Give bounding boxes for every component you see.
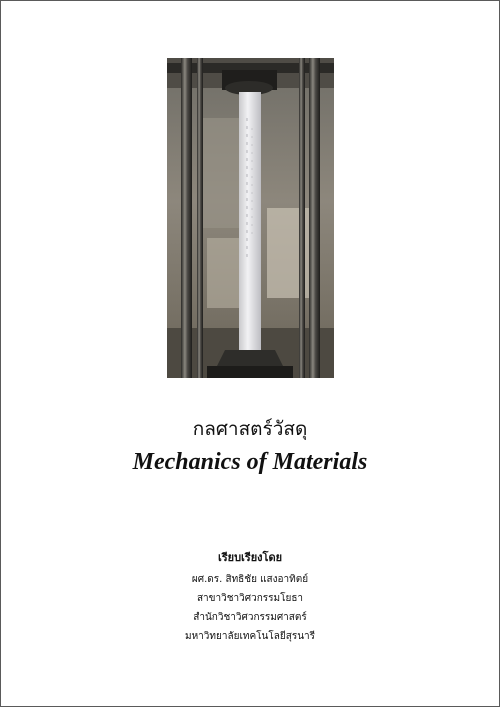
university-name: มหาวิทยาลัยเทคโนโลยีสุรนารี <box>184 631 316 642</box>
school-name: สาขาวิชาวิศวกรรมโยธา <box>196 593 304 604</box>
title-english: Mechanics of Materials <box>132 449 368 475</box>
author-name: ผศ.ดร. สิทธิชัย แสงอาทิตย์ <box>191 574 309 585</box>
title-thai: กลศาสตร์วัสดุ <box>192 418 308 440</box>
compiled-by-heading: เรียบเรียงโดย <box>217 551 283 564</box>
cover-photo <box>167 58 334 378</box>
institute-name: สำนักวิชาวิศวกรรมศาสตร์ <box>193 612 307 623</box>
credits-block <box>1 550 499 646</box>
